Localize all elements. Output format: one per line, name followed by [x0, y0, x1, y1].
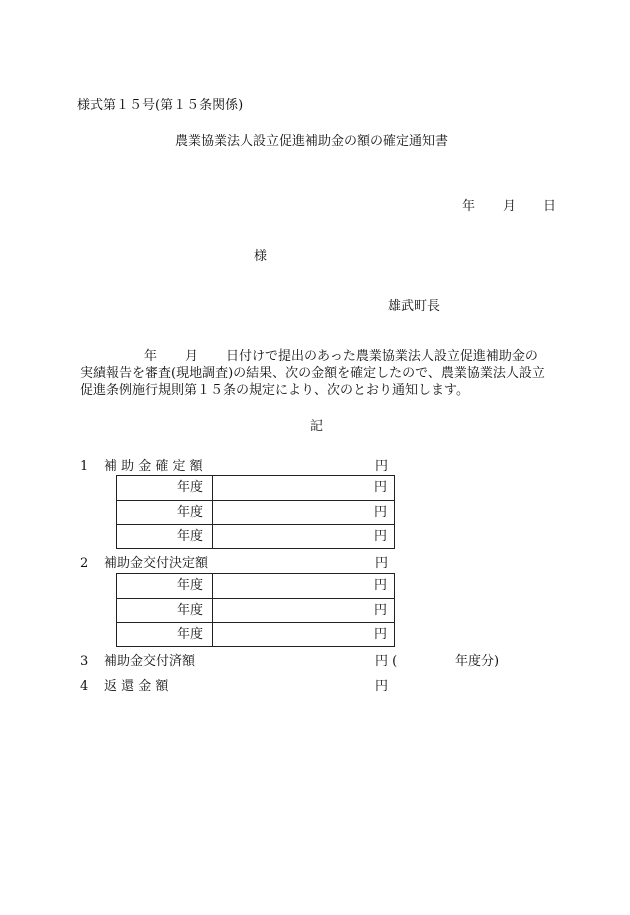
body-line-1: [80, 348, 560, 365]
year-cell: [117, 623, 213, 646]
item-1-label: 補 助 金 確 定 額: [104, 459, 203, 474]
document-title: 農業協業法人設立促進補助金の額の確定通知書: [175, 134, 449, 149]
form-number: 様式第１５号(第１５条関係): [77, 98, 244, 113]
yen-label: 円: [373, 529, 387, 544]
item-1-yen: 円: [375, 459, 389, 474]
body-line-3: 促進条例施行規則第１５条の規定により、次のとおり通知します。: [80, 383, 469, 398]
body-line-2: 実績報告を審査(現地調査)の結果、次の金額を確定したので、農業協業法人設立: [80, 366, 545, 381]
notice-body: [80, 348, 560, 399]
item-4-yen: 円: [375, 679, 389, 694]
yen-label: 円: [373, 505, 387, 520]
ki-heading: 記: [310, 419, 324, 434]
item-3-year-suffix: 年度分): [455, 654, 500, 669]
year-cell: [117, 476, 213, 500]
date-month-label: 月: [503, 199, 517, 214]
year-cell: [117, 599, 213, 622]
item-4-label: 返 還 金 額: [104, 679, 169, 694]
yen-label: 円: [373, 627, 387, 642]
year-cell: [117, 574, 213, 598]
item-4-number: 4: [80, 679, 89, 694]
yen-label: 円: [373, 603, 387, 618]
yen-label: 円: [373, 480, 387, 495]
item-2-year-table: [116, 573, 395, 647]
table-row: [117, 476, 394, 500]
year-label: 年度: [176, 480, 203, 495]
year-cell: [117, 525, 213, 548]
yen-label: 円: [373, 578, 387, 593]
item-3-yen: 円 (: [375, 654, 398, 669]
year-label: 年度: [176, 529, 203, 544]
item-2-label: 補助金交付決定額: [104, 556, 209, 571]
body-month-label: 月: [185, 349, 199, 364]
date-year-label: 年: [462, 199, 476, 214]
table-row: [117, 574, 394, 598]
year-label: 年度: [176, 603, 203, 618]
year-label: 年度: [176, 578, 203, 593]
year-cell: [117, 501, 213, 524]
item-1-number: 1: [80, 459, 89, 474]
table-row: [117, 598, 394, 622]
addressee-suffix: 様: [254, 249, 268, 264]
table-row: [117, 622, 394, 646]
table-row: [117, 524, 394, 548]
item-3-number: 3: [80, 654, 89, 669]
body-year-label: 年: [144, 349, 158, 364]
table-row: [117, 500, 394, 524]
item-2-number: 2: [80, 556, 89, 571]
item-3-label: 補助金交付済額: [104, 654, 196, 669]
date-day-label: 日: [543, 199, 557, 214]
item-2-yen: 円: [375, 556, 389, 571]
year-label: 年度: [176, 505, 203, 520]
issuer-name: 雄武町長: [388, 299, 441, 314]
body-line-1-text: 日付けで提出のあった農業協業法人設立促進補助金の: [226, 349, 538, 364]
item-1-year-table: [116, 475, 395, 549]
year-label: 年度: [176, 627, 203, 642]
